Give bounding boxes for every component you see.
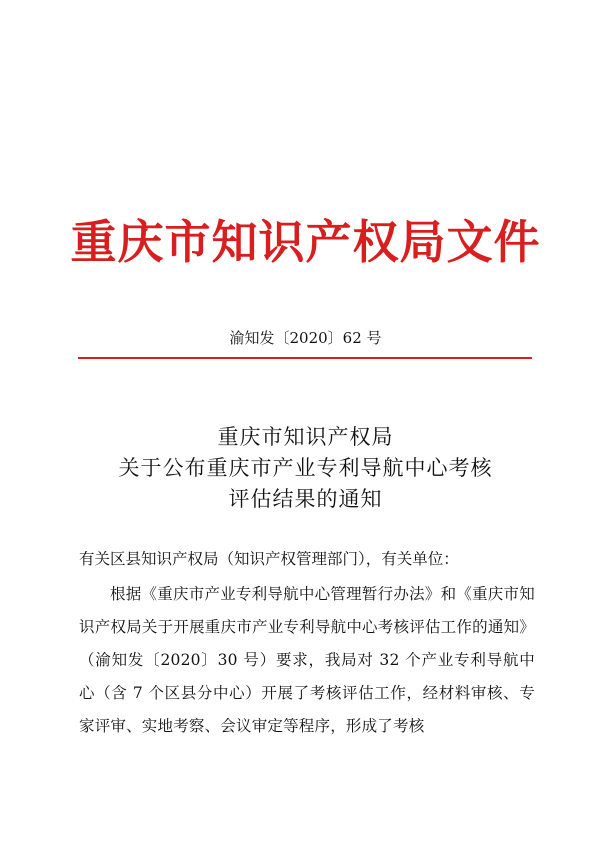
- issuer-header: 重庆市知识产权局文件: [70, 215, 541, 269]
- red-divider-line: [78, 357, 532, 359]
- body-paragraph: 根据《重庆市产业专利导航中心管理暂行办法》和《重庆市知识产权局关于开展重庆市产业专利导航中心考核评估工作的通知》（渝知发〔2020〕30 号）要求，我局对 32 个产业专利导航中心（含 7 个区县分中心）开展了考核评估工作，经材料审核、专家评审、实地考察、会议审定等程序，形成了考核: [79, 585, 535, 735]
- notice-title: [0, 422, 611, 515]
- notice-body: [79, 545, 535, 743]
- title-line-subject: 关于公布重庆市产业专利导航中心考核: [118, 456, 493, 480]
- title-line-subject-end: 评估结果的通知: [228, 487, 383, 511]
- document-number: 渝知发〔2020〕62 号: [229, 329, 382, 347]
- salutation: 有关区县知识产权局（知识产权管理部门），有关单位：: [79, 550, 459, 568]
- title-line-issuer: 重庆市知识产权局: [217, 425, 394, 449]
